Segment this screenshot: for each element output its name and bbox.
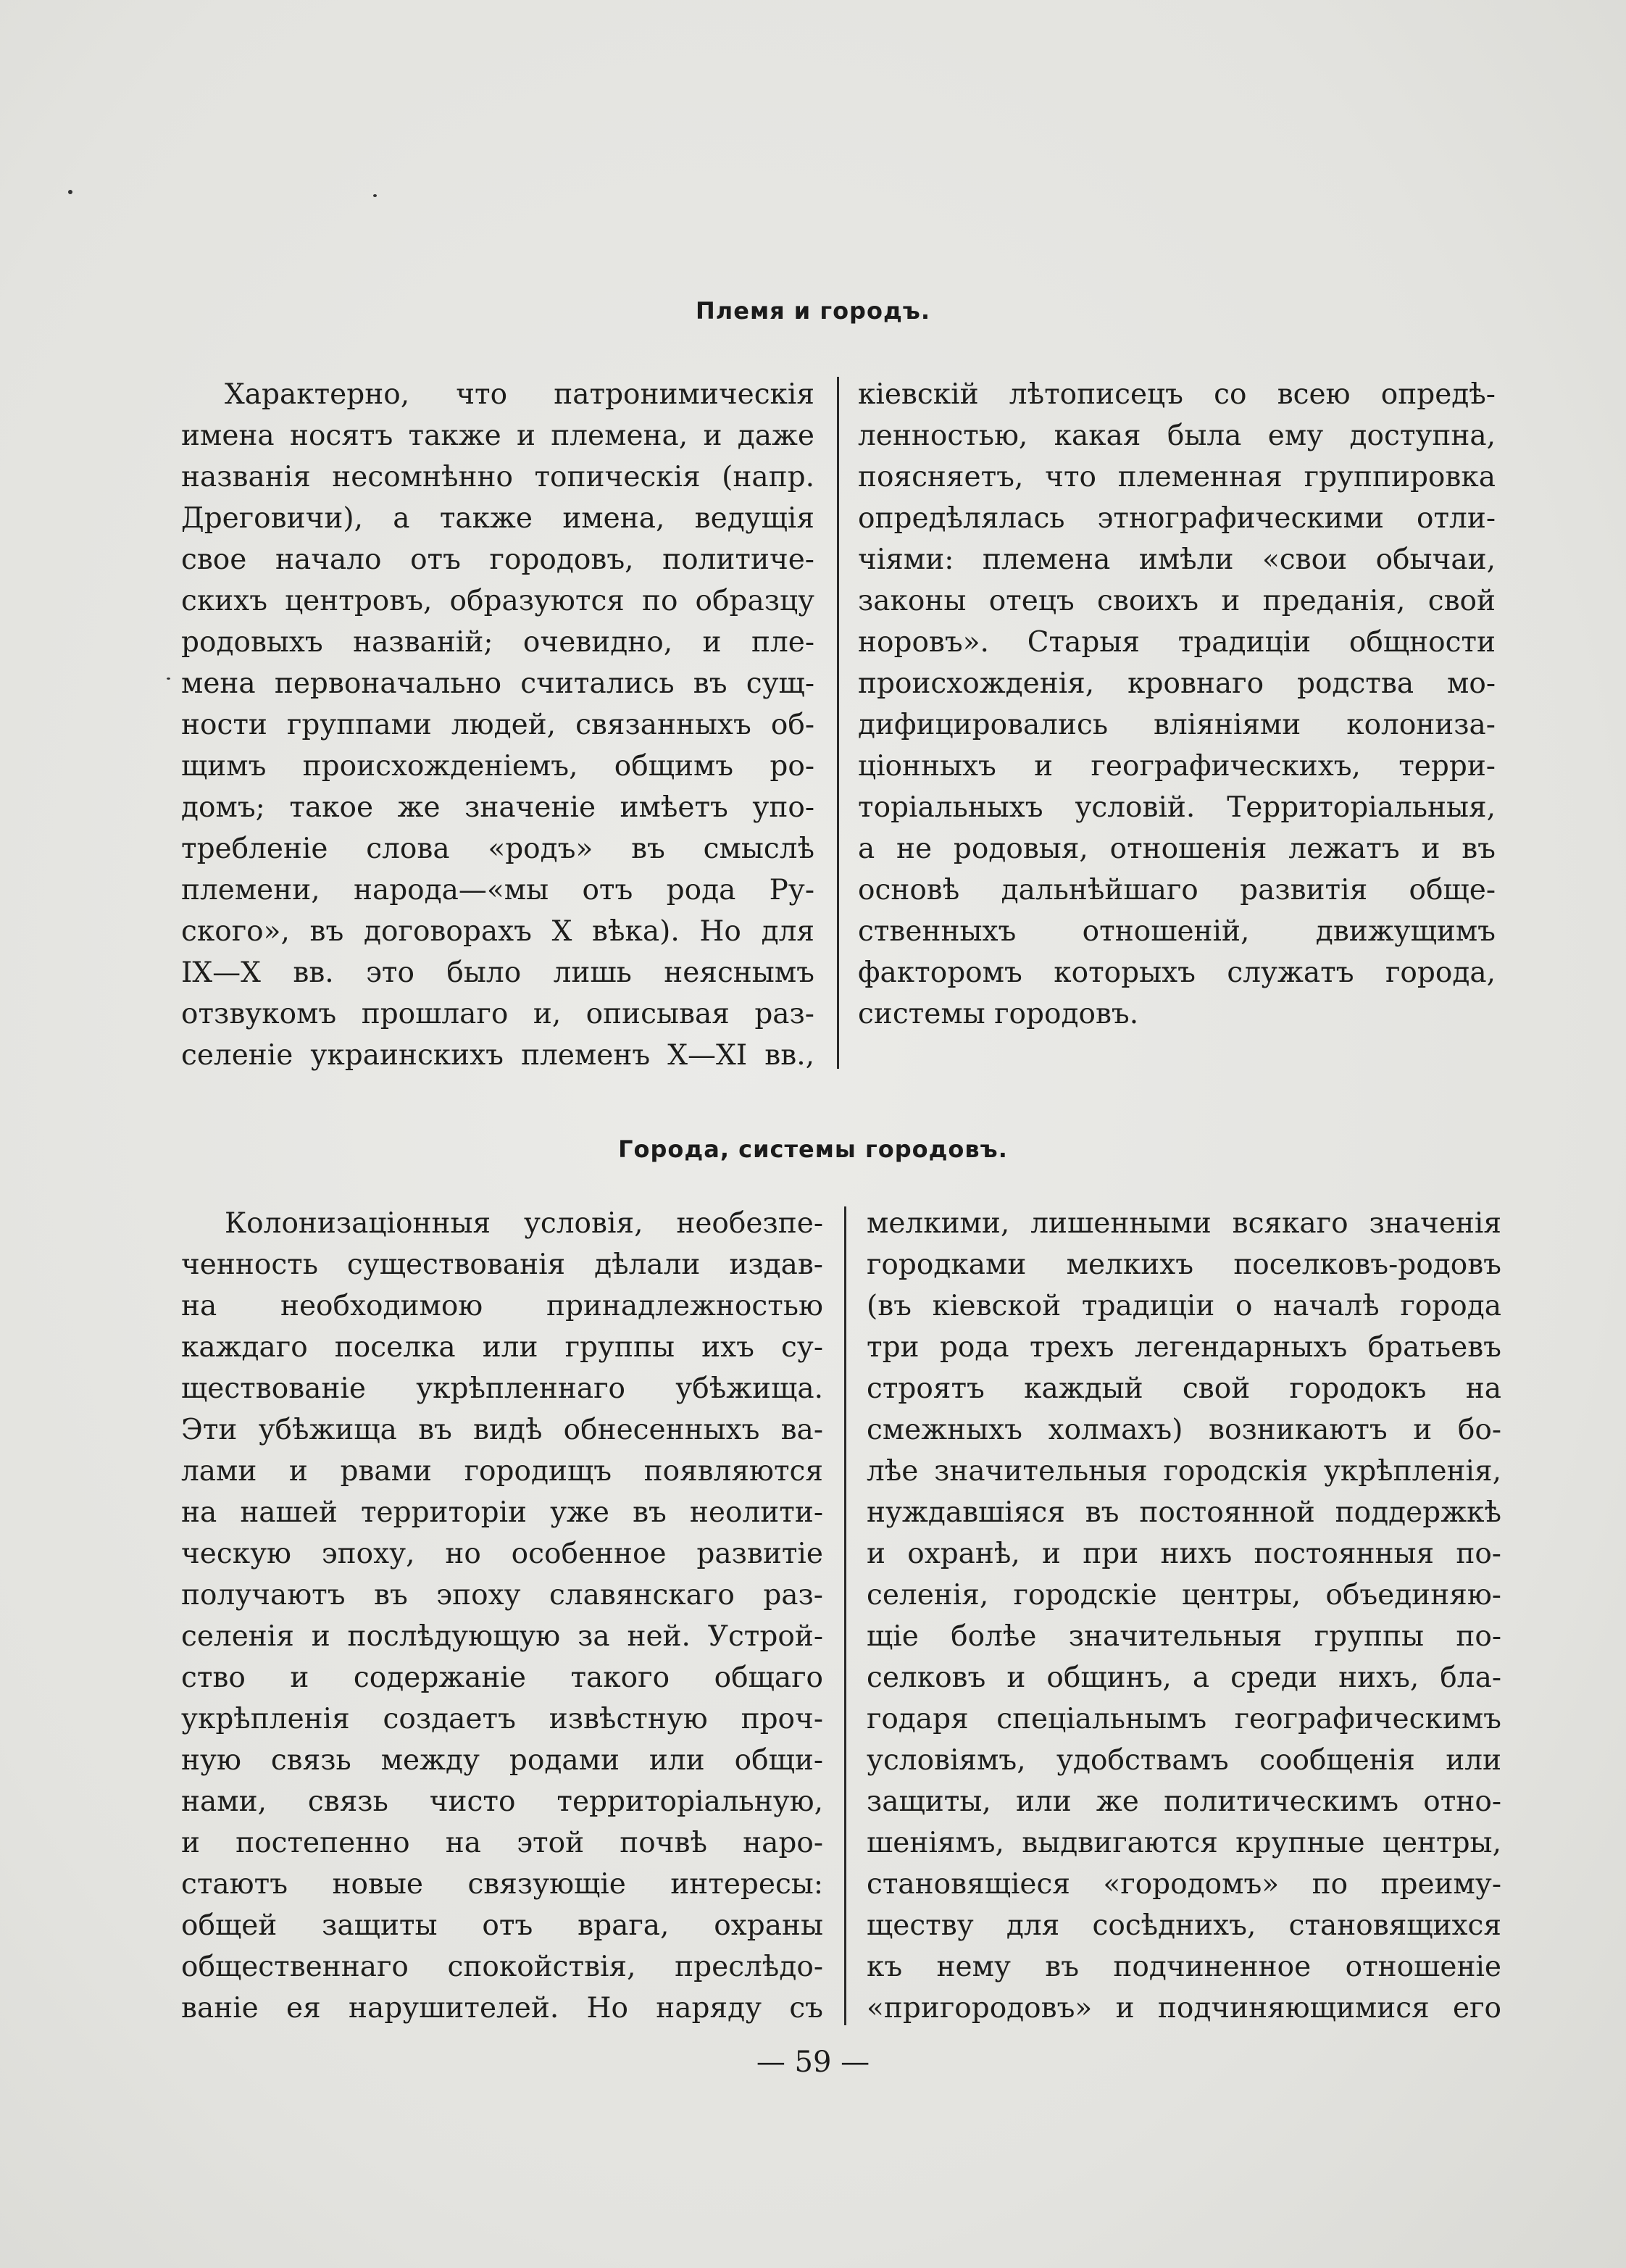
text-line: щіе болѣе значительныя группы по- xyxy=(867,1620,1501,1653)
text-line: каждаго поселка или группы ихъ су- xyxy=(181,1331,823,1364)
text-line: щимъ происхожденіемъ, общимъ ро- xyxy=(181,750,814,783)
text-line: мена первоначально считались въ сущ- xyxy=(181,667,814,700)
text-line: ности группами людей, связанныхъ об- xyxy=(181,709,814,741)
text-line: нуждавшіяся въ постоянной поддержкѣ xyxy=(867,1496,1501,1529)
text-line: общей защиты отъ врага, охраны xyxy=(181,1909,823,1942)
text-line: факторомъ которыхъ служатъ города, xyxy=(858,956,1496,989)
speck xyxy=(68,190,72,194)
column-right xyxy=(867,1203,1501,2029)
text-line: дифицировались вліяніями колониза- xyxy=(858,709,1496,741)
speck xyxy=(373,194,377,197)
column-left xyxy=(181,374,814,1076)
text-line: селеніе украинскихъ племенъ X—XI вв., xyxy=(181,1039,814,1072)
text-line: кіевскій лѣтописецъ со всею опредѣ- xyxy=(858,378,1496,411)
text-line: ществу для сосѣднихъ, становящихся xyxy=(867,1909,1501,1942)
text-line: происхожденія, кровнаго родства мо- xyxy=(858,667,1496,700)
text-line: на нашей территоріи уже въ неолити- xyxy=(181,1496,823,1529)
text-line: селковъ и общинъ, а среди нихъ, бла- xyxy=(867,1662,1501,1694)
text-line: и охранѣ, и при нихъ постоянныя по- xyxy=(867,1538,1501,1570)
text-line: строятъ каждый свой городокъ на xyxy=(867,1372,1501,1405)
column-left xyxy=(181,1203,823,2029)
section-title: Племя и городъ. xyxy=(696,297,930,325)
text-line: укрѣпленія создаетъ извѣстную проч- xyxy=(181,1703,823,1735)
speck xyxy=(167,678,170,680)
text-line: нами, связь чисто территоріальную, xyxy=(181,1785,823,1818)
text-line: городками мелкихъ поселковъ-родовъ xyxy=(867,1248,1501,1281)
text-line: селенія, городскіе центры, объединяю- xyxy=(867,1579,1501,1612)
text-line: ваніе ея нарушителей. Но наряду съ xyxy=(181,1992,823,2025)
text-line: имена носятъ также и племена, и даже xyxy=(181,420,814,452)
text-line: ческую эпоху, но особенное развитіе xyxy=(181,1538,823,1570)
text-line: ществованіе укрѣпленнаго убѣжища. xyxy=(181,1372,823,1405)
text-line: ную связь между родами или общи- xyxy=(181,1744,823,1777)
text-line: на необходимою принадлежностью xyxy=(181,1290,823,1322)
text-line: къ нему въ подчиненное отношеніе xyxy=(867,1951,1501,1983)
text-line: свое начало отъ городовъ, политиче- xyxy=(181,543,814,576)
text-line: племени, народа—«мы отъ рода Ру- xyxy=(181,874,814,906)
text-line: норовъ». Старыя традиціи общности xyxy=(858,626,1496,659)
text-line: лами и рвами городищъ появляются xyxy=(181,1455,823,1488)
text-line: Дреговичи), а также имена, ведущія xyxy=(181,502,814,535)
text-line: а не родовыя, отношенія лежатъ и въ xyxy=(858,833,1496,865)
text-line: торіальныхъ условій. Территоріальныя, xyxy=(858,791,1496,824)
text-line: стаютъ новые связующіе интересы: xyxy=(181,1868,823,1901)
text-line: Характерно, что патронимическія xyxy=(225,378,814,411)
text-line: ченность существованія дѣлали издав- xyxy=(181,1248,823,1281)
text-line: чіями: племена имѣли «свои обычаи, xyxy=(858,543,1496,576)
text-line: становящіеся «городомъ» по преиму- xyxy=(867,1868,1501,1901)
text-line: родовыхъ названій; очевидно, и пле- xyxy=(181,626,814,659)
text-line: ство и содержаніе такого общаго xyxy=(181,1662,823,1694)
text-line: основѣ дальнѣйшаго развитія обще- xyxy=(858,874,1496,906)
page-number: — 59 — xyxy=(756,2046,870,2079)
text-line: отзвукомъ прошлаго и, описывая раз- xyxy=(181,998,814,1030)
text-line: годаря спеціальнымъ географическимъ xyxy=(867,1703,1501,1735)
text-line: скихъ центровъ, образуются по образцу xyxy=(181,585,814,617)
text-line: ленностью, какая была ему доступна, xyxy=(858,420,1496,452)
text-line: Эти убѣжища въ видѣ обнесенныхъ ва- xyxy=(181,1414,823,1446)
text-line: ского», въ договорахъ X вѣка). Но для xyxy=(181,915,814,948)
column-divider xyxy=(837,377,839,1069)
text-line: мелкими, лишенными всякаго значенія xyxy=(867,1207,1501,1240)
text-line: названія несомнѣнно топическія (напр. xyxy=(181,461,814,493)
text-line: (въ кіевской традиціи о началѣ города xyxy=(867,1290,1501,1322)
text-line: законы отецъ своихъ и преданія, свой xyxy=(858,585,1496,617)
text-line: условіямъ, удобствамъ сообщенія или xyxy=(867,1744,1501,1777)
section-title: Города, системы городовъ. xyxy=(618,1135,1008,1163)
text-line: получаютъ въ эпоху славянскаго раз- xyxy=(181,1579,823,1612)
column-divider xyxy=(844,1206,846,2025)
text-line: общественнаго спокойствія, преслѣдо- xyxy=(181,1951,823,1983)
text-line: селенія и послѣдующую за ней. Устрой- xyxy=(181,1620,823,1653)
text-line: ціонныхъ и географическихъ, терри- xyxy=(858,750,1496,783)
text-line: поясняетъ, что племенная группировка xyxy=(858,461,1496,493)
column-right xyxy=(858,374,1496,1035)
text-line: лѣе значительныя городскія укрѣпленія, xyxy=(867,1455,1501,1488)
text-line: требленіе слова «родъ» въ смыслѣ xyxy=(181,833,814,865)
text-line: шеніямъ, выдвигаются крупные центры, xyxy=(867,1827,1501,1859)
text-line: системы городовъ. xyxy=(858,998,1139,1030)
text-line: три рода трехъ легендарныхъ братьевъ xyxy=(867,1331,1501,1364)
text-line: и постепенно на этой почвѣ наро- xyxy=(181,1827,823,1859)
text-line: «пригородовъ» и подчиняющимися его xyxy=(867,1992,1501,2025)
text-line: домъ; такое же значеніе имѣетъ упо- xyxy=(181,791,814,824)
text-line: Колонизаціонныя условія, необезпе- xyxy=(225,1207,823,1240)
text-line: ственныхъ отношеній, движущимъ xyxy=(858,915,1496,948)
text-line: IX—X вв. это было лишь неяснымъ xyxy=(181,956,814,989)
text-line: смежныхъ холмахъ) возникаютъ и бо- xyxy=(867,1414,1501,1446)
text-line: опредѣлялась этнографическими отли- xyxy=(858,502,1496,535)
text-line: защиты, или же политическимъ отно- xyxy=(867,1785,1501,1818)
